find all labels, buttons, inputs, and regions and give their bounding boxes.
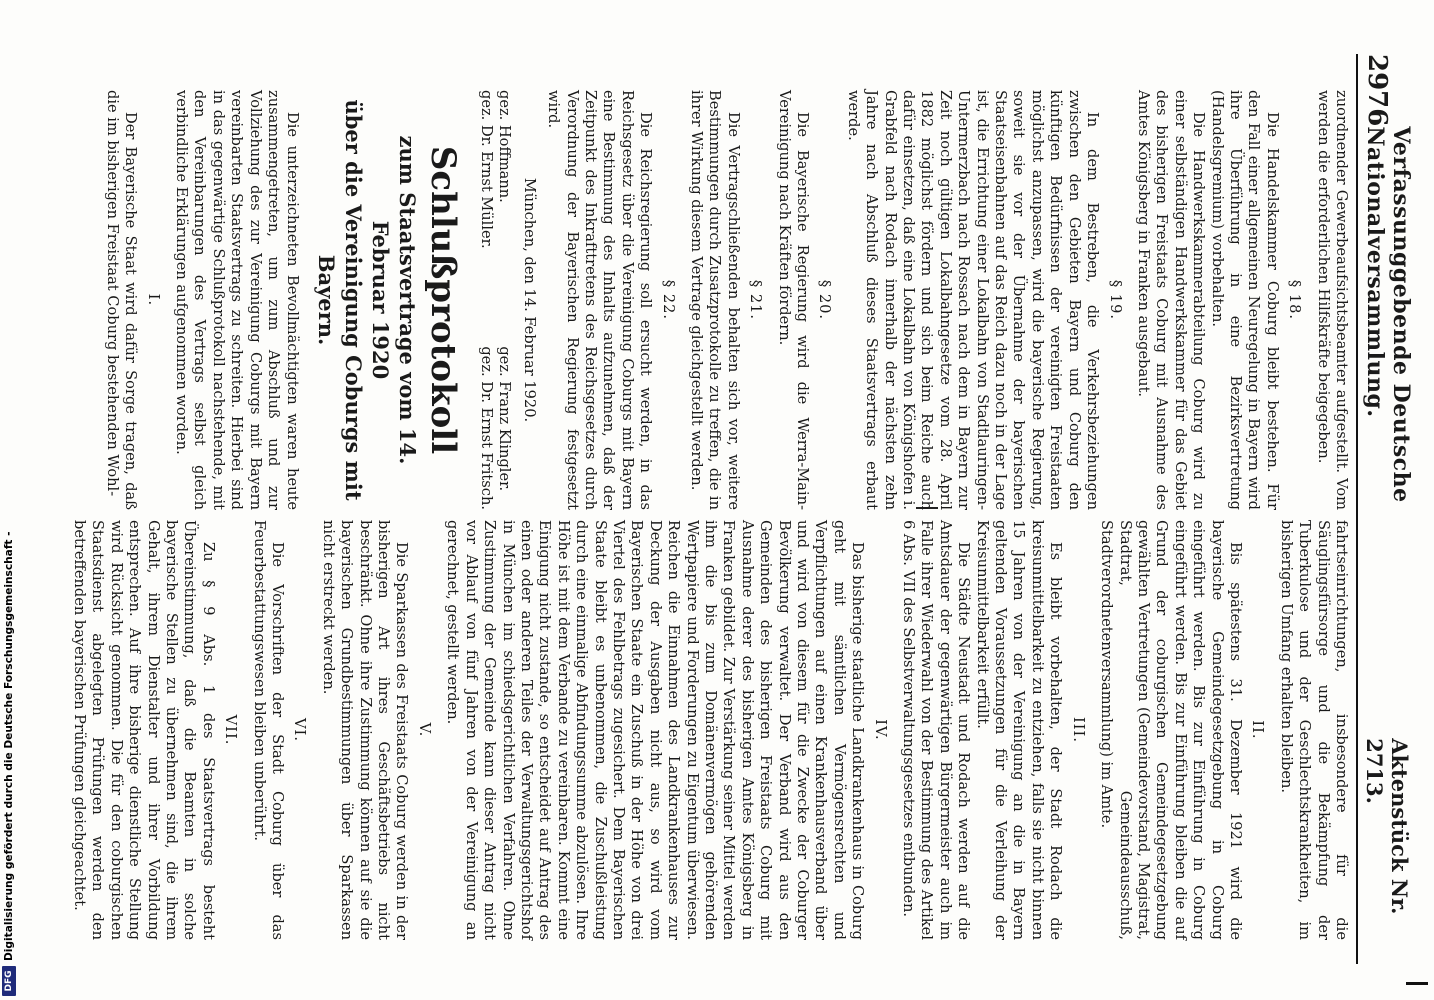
section-heading: V. (415, 722, 433, 738)
dfg-logo-icon: DFG (2, 966, 16, 996)
paragraph: Die Städte Neustadt und Rodach werden auf die Amtsdauer der gegenwärtigen Bürgermeister auch im Falle ihrer Wiederwahl von der Bestimmung des Artikel 6 Abs. VII des Selbstverwaltungsgesetzes entbunden. (900, 520, 973, 940)
paragraph: Es bleibt vorbehalten, der Stadt Rodach die kreisunmittelbarkeit zu entziehen, falls sie nicht binnen 15 Jahren von der Vereinigung an die in Bayern geltenden Voraussetzungen für die Verleihung der Kreisunmittelbarkeit erfüllt. (973, 520, 1065, 940)
signature: gez. Franz Klingler. (496, 346, 514, 492)
paragraph: zuordnender Gewerbeaufsichtsbeamter aufgestellt. Vom werden die erforderlichen Hilfskräfte beigegeben. (1314, 90, 1350, 510)
paragraph: Die Reichsregierung soll ersucht werden, in das Reichsgesetz über die Vereinigung Coburgs mit Bayern eine Bestimmung des Inhalts aufzunehmen, daß der Zeitpunkt des Inkrafttretens des Reichsgesetzes durch Verordnung der Bayerischen Regierung festgesetzt wird. (545, 90, 655, 510)
paragraph: Die Bayerische Regierung wird die Werra-Main-Vereinigung nach Kräften fördern. (775, 90, 812, 510)
right-column (70, 520, 1350, 940)
paragraph: Die Vertragschließenden behalten sich vor, weitere Bestimmungen durch Zusatzprotokolle zu treffen, die in ihrer Wirkung diesem Vertrage gleichgestellt werden. (688, 90, 742, 510)
section-heading: § 21. (747, 279, 765, 321)
paragraph: Die Vorschriften der Stadt Coburg über das Feuerbestattungswesen bleiben unberührt. (250, 520, 287, 940)
paragraph: Die Handelskammer Coburg bleibt bestehen. Für den Fall einer allgemeinen Neuregelung in Bayern wird ihre Überführung in eine Bezirksvertretung (Handelsgremium) vorbehalten. (1208, 90, 1281, 510)
protocol-subtitle: über die Vereinigung Coburgs mit Bayern. (313, 99, 366, 501)
section-heading: I. (144, 293, 162, 307)
paragraph: Der Bayerische Staat wird dafür Sorge tragen, daß die im bisherigen Freistaat Coburg bestehenden Wohl- (103, 90, 140, 510)
signature: gez. Dr. Ernst Müller. (477, 90, 495, 249)
paragraph: Die unterzeichneten Bevollmächtigten waren heute zusammengetreten, um zum Abschluß und zur Vollziehung des zur Vereinigung Coburgs mit Bayern vereinbarten Staatsvertrags zu schreiten. Hierbei sind in das gegenwärtige Schlußprotokoll nachstehende, mit den Vereinbarungen des Vertrags selbst gleich verbindliche Erklärungen aufgenommen worden. (173, 90, 301, 510)
section-heading: VII. (222, 714, 240, 746)
paragraph: In dem Bestreben, die Verkehrsbeziehungen zwischen den Gebieten Bayern und Coburg den künftigen Bedürfnissen der vereinigten Freistaaten möglichst anzupassen, wird die bayerische Regierung, soweit sie vor der Übernahme der bayerischen Staatseisenbahnen auf das Reich dazu noch in der Lage ist, die Errichtung einer Lokalbahn von Stadtlauringen-Untermerzbach nach Rossach nach dem in Bayern zur Zeit noch gültigen Lokalbahngesetze vom 28. April 1882 möglichst fördern und sich beim Reiche auch dafür einsetzen, daß eine Lokalbahn von Königshofen i. Grabfeld nach Rodach innerhalb der nächsten zehn Jahre nach Abschluß dieses Staatsvertrags erbaut werde. (844, 90, 1102, 510)
section-heading: § 22. (659, 279, 677, 321)
paragraph: Das bisherige staatliche Landkrankenhaus in Coburg geht mit sämtlichen Vermögensrechten und Verpflichtungen auf einen Krankenhausverband über und wird von diesem für die Zwecke der Coburger Bevölkerung verwaltet. Der Verband wird aus den Gemeinden des bisherigen Freistaats Coburg mit Ausnahme derer des bisherigen Amtes Königsberg in Franken gebildet. Zur Verstärkung seiner Mittel werden ihm die bis zum Domänenvermögen gehörenden Wertpapiere und Forderungen zu Eigentum überwiesen. Reichen die Einnahmen des Landkrankenhauses zur Deckung der Ausgaben nicht aus, so wird vom Bayerischen Staate ein Zuschuß in der Höhe von drei Viertel des Fehlbetrags zugesichert. Dem Bayerischen Staate bleibt es unbenommen, die Zuschußleistung durch eine einmalige Abfindungssumme abzulösen. Ihre Höhe ist mit dem Verbande zu vereinbaren. Kommt eine Einigung nicht zustande, so entscheidet auf Antrag des einen oder anderen Teiles der Verwaltungsgerichtshof in München im schiedsgerichtlichen Verfahren. Ohne Zustimmung der Gemeinde kann dieser Antrag nicht vor Ablauf von fünf Jahren von der Vereinigung an gerechnet, gestellt werden. (444, 520, 867, 940)
section-heading: II. (1249, 720, 1267, 740)
page-number: 2976 (1362, 54, 1392, 127)
section-heading: § 18. (1286, 279, 1304, 321)
section-heading: III. (1069, 717, 1087, 743)
signatures (477, 90, 514, 510)
section-heading: IV. (871, 719, 889, 741)
paragraph: Die Handwerkskammerabteilung Coburg wird zu einer selbständigen Handwerkskammer für das Gebiet des bisherigen Freistaats Coburg mit Ausnahme des Amtes Königsberg in Franken ausgebaut. (1134, 90, 1208, 510)
section-heading: § 19. (1106, 279, 1124, 321)
section-heading: VI. (291, 718, 309, 742)
protocol-title: Schlußprotokoll (422, 145, 463, 455)
left-column (102, 90, 1350, 510)
paragraph: Die Sparkassen des Freistaats Coburg werden in der bisherigen Art ihres Geschäftsbetriebs nicht beschränkt. Ohne ihre Zustimmung können auf sie die bayerischen Grundbestimmungen über Sparkassen nicht erstreckt werden. (319, 520, 411, 940)
page-header (1356, 54, 1414, 964)
paragraph: fahrtseinrichtungen, insbesondere für die Säuglingsfürsorge und die Bekämpfung der Tuberkulose und der Geschlechtskrankheiten, im bisherigen Umfang erhalten bleiben. (1277, 520, 1350, 940)
digitization-credit (0, 0, 18, 1000)
document-number: Aktenstück Nr. 2713. (1362, 738, 1412, 915)
scan-mark (1406, 982, 1428, 985)
credit-text: Digitalisierung gefördert durch die Deutsche Forschungsgemeinschaft - (3, 531, 15, 961)
signature: gez. Dr. Ernst Fritsch. (477, 346, 495, 510)
section-heading: § 20. (816, 279, 834, 321)
protocol-subtitle: zum Staatsvertrage vom 14. Februar 1920 (367, 135, 420, 465)
signature: gez. Hoffmann. (496, 90, 514, 203)
publication-title: Verfassunggebende Deutsche Nationalversammlung. (1362, 126, 1414, 503)
paragraph: Zu § 9 Abs. 1 des Staatsvertrags besteht Übereinstimmung, daß die Beamten in solche bayerische Stellen zu übernehmen sind, die ihrem Gehalt, ihrem Dienstalter und ihrer Vorbildung entsprechen. Auf ihre bisherige dienstliche Stellung wird Rücksicht genommen. Die für den coburgischen Staatsdienst abgelegten Prüfungen werden den betreffenden bayerischen Prüfungen gleichgeachtet. (71, 520, 217, 940)
paragraph: Bis spätestens 31. Dezember 1921 wird die bayerische Gemeindegesetzgebung in Coburg eingeführt werden. Bis zur Einführung in Coburg eingeführt werden. Bis zur Einführung bleiben die auf Grund der coburgischen Gemeindegesetzgebung gewählten Vertretungen (Gemeindevorstand, Magistrat, Stadtrat, Gemeindeausschuß, Stadtverordnetenversammlung) im Amte. (1098, 520, 1244, 940)
place-date: München, den 14. Februar 1920. (520, 177, 538, 423)
